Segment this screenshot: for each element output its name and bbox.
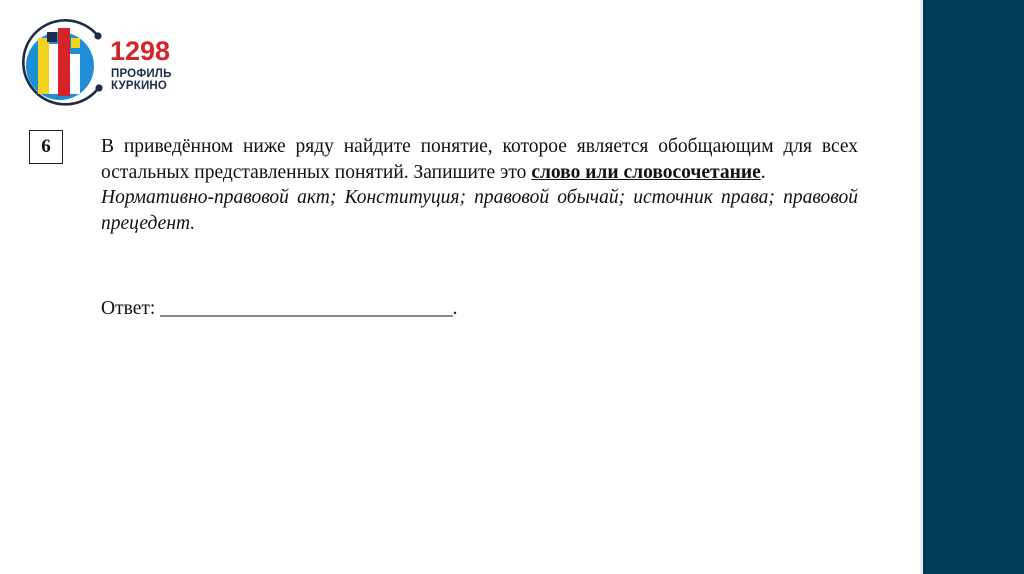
answer-label: Ответ: [101, 298, 161, 319]
prompt-emphasis: слово или словосочетание [531, 161, 761, 183]
school-logo [14, 14, 184, 114]
logo-emblem-icon [14, 14, 110, 114]
logo-text-line2: КУРКИНО [111, 80, 168, 92]
answer-blank[interactable]: ______________________________ [160, 298, 453, 319]
logo-text-line1: ПРОФИЛЬ [111, 68, 172, 80]
prompt-end: . [760, 161, 766, 183]
logo-number: 1298 [110, 36, 171, 66]
task-statement [101, 134, 858, 236]
prompt-text: В приведённом ниже ряду найдите понятие, которое является обобщающим для всех остальных представленных понятий. Запишите это [101, 136, 858, 183]
answer-row [101, 296, 458, 322]
answer-end: . [452, 298, 458, 319]
side-panel [923, 0, 1024, 574]
task-number: 6 [29, 130, 63, 164]
task-prompt [101, 134, 858, 185]
concept-list: Нормативно-правовой акт; Конституция; правовой обычай; источник права; правовой прецедент. [101, 187, 858, 234]
